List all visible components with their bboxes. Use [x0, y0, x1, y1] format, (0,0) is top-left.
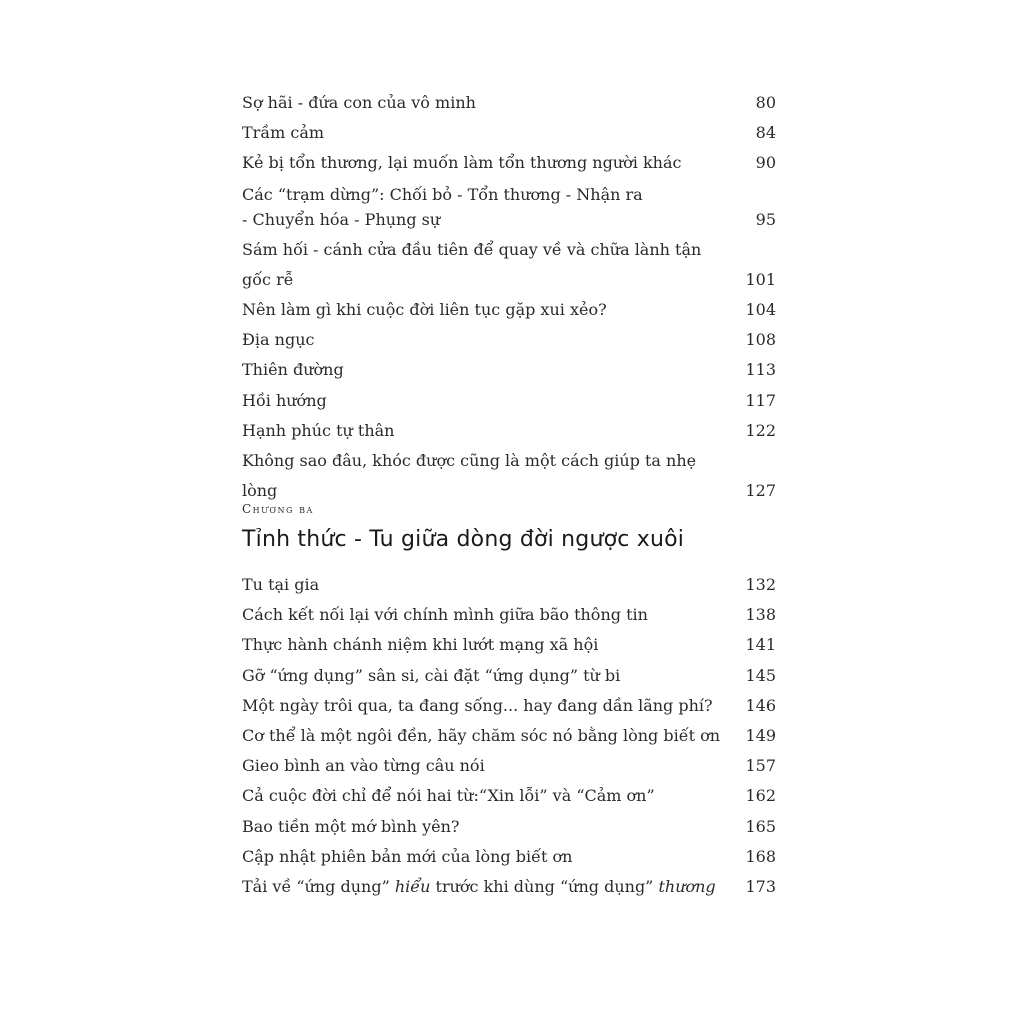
toc-entry-title: Hồi hướng [242, 390, 327, 410]
toc-entry [242, 600, 776, 630]
toc-entry-page: 80 [755, 93, 776, 112]
toc-list-chapter-two [242, 88, 776, 506]
toc-entry [242, 118, 776, 148]
toc-entry-title: Một ngày trôi qua, ta đang sống... hay đang dần lãng phí? [242, 695, 713, 715]
toc-entry-title-part: trước khi dùng “ứng dụng” [430, 877, 659, 897]
toc-entry [242, 179, 776, 235]
toc-entry-page: 108 [745, 330, 776, 350]
toc-entry-title: Sợ hãi - đứa con của vô minh [242, 93, 476, 112]
toc-entry [242, 148, 776, 178]
toc-entry-page: 162 [745, 786, 776, 806]
toc-entry [242, 446, 776, 506]
toc-entry-page: 149 [745, 726, 776, 746]
toc-entry [242, 691, 776, 721]
toc-entry-title-line-1: Các “trạm dừng”: Chối bỏ - Tổn thương - Nhận ra [242, 184, 643, 204]
toc-entry-page: 141 [745, 635, 776, 655]
toc-entry-title: Địa ngục [242, 330, 315, 350]
toc-entry-title: Gieo bình an vào từng câu nói [242, 756, 485, 776]
toc-entry [242, 416, 776, 446]
toc-entry [242, 630, 776, 660]
toc-list-chapter-three [242, 570, 776, 902]
toc-entry-page: 117 [745, 390, 776, 410]
toc-entry-page: 146 [745, 695, 776, 715]
toc-entry-title: Thiên đường [242, 360, 344, 380]
toc-entry-title: Hạnh phúc tự thân [242, 420, 395, 440]
chapter-title: Tỉnh thức - Tu giữa dòng đời ngược xuôi [242, 527, 685, 552]
toc-entry-page: 84 [755, 123, 776, 143]
toc-entry-title-italic: thương [658, 877, 716, 897]
toc-entry [242, 295, 776, 325]
chapter-label: Chương ba [242, 502, 314, 516]
toc-entry [242, 751, 776, 781]
toc-entry-page: 127 [745, 481, 776, 501]
toc-entry [242, 570, 776, 600]
toc-entry [242, 661, 776, 691]
toc-entry-title: Sám hối - cánh cửa đầu tiên để quay về và chữa lành tận gốc rễ [242, 239, 702, 289]
toc-entry-title: Gỡ “ứng dụng” sân si, cài đặt “ứng dụng” từ bi [242, 665, 621, 685]
toc-entry-page: 165 [745, 816, 776, 836]
toc-entry-page: 132 [745, 575, 776, 594]
toc-entry-page: 104 [745, 300, 776, 320]
toc-entry [242, 355, 776, 385]
toc-entry-title: Bao tiền một mớ bình yên? [242, 816, 460, 836]
toc-entry-title: Không sao đâu, khóc được cũng là một cách giúp ta nhẹ lòng [242, 451, 697, 501]
toc-entry [242, 325, 776, 355]
toc-entry-title [242, 872, 742, 902]
toc-entry [242, 872, 776, 902]
toc-entry-title: Cách kết nối lại với chính mình giữa bão thông tin [242, 605, 648, 625]
toc-entry-page: 95 [755, 209, 776, 229]
toc-entry-page: 173 [745, 877, 776, 897]
toc-entry-page: 113 [745, 360, 776, 380]
toc-entry-page: 101 [745, 269, 776, 289]
toc-entry-page: 90 [755, 153, 776, 173]
toc-entry-title: Kẻ bị tổn thương, lại muốn làm tổn thương người khác [242, 153, 682, 173]
toc-entry-title-part: Tải về “ứng dụng” [242, 877, 395, 897]
toc-entry-title [242, 182, 742, 232]
toc-entry [242, 721, 776, 751]
toc-entry [242, 235, 776, 295]
toc-entry-page: 145 [745, 665, 776, 685]
toc-entry-page: 138 [745, 605, 776, 625]
toc-entry [242, 812, 776, 842]
toc-entry [242, 88, 776, 118]
toc-entry-title: Cả cuộc đời chỉ để nói hai từ:“Xin lỗi” và “Cảm ơn” [242, 786, 655, 806]
toc-entry-title: Trầm cảm [242, 123, 325, 143]
toc-entry-title-italic: hiểu [394, 877, 431, 897]
toc-entry-title-line-2: - Chuyển hóa - Phụng sự [242, 209, 441, 229]
toc-entry-title: Nên làm gì khi cuộc đời liên tục gặp xui xẻo? [242, 300, 607, 320]
toc-entry-title: Tu tại gia [242, 575, 320, 594]
toc-entry-title: Cập nhật phiên bản mới của lòng biết ơn [242, 846, 573, 866]
toc-entry [242, 386, 776, 416]
toc-entry-title: Thực hành chánh niệm khi lướt mạng xã hội [242, 635, 599, 655]
toc-entry-page: 122 [745, 420, 776, 440]
toc-entry [242, 842, 776, 872]
toc-entry-page: 168 [745, 846, 776, 866]
toc-entry-page: 157 [745, 756, 776, 776]
toc-entry [242, 781, 776, 811]
toc-entry-title: Cơ thể là một ngôi đền, hãy chăm sóc nó bằng lòng biết ơn [242, 726, 721, 746]
